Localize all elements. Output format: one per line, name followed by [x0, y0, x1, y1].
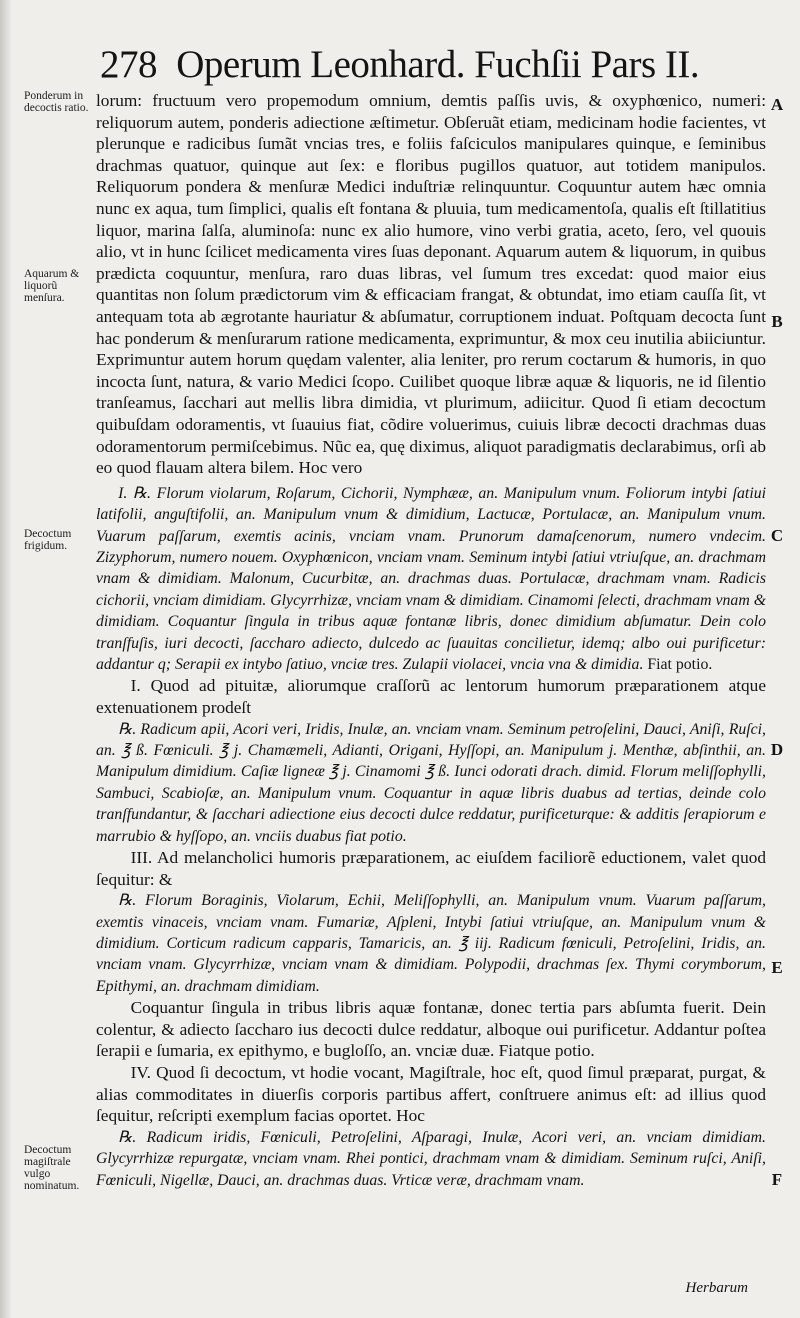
margin-note-decoctum-frigidum: Decoctum frigidum. [24, 528, 72, 552]
paragraph-melancholia: III. Ad melancholici humoris præparationem, ac eiuſdem faciliorẽ eductionem, valet quod ſequitur: & [96, 847, 766, 889]
page-number: 278 [100, 43, 157, 86]
running-title: Operum Leonhard. Fuchſii Pars II. [176, 43, 700, 86]
paragraph-pondera: lorum: fructuum vero propemodum omnium, demtis paſſis uvis, & oxyphœnico, numeri: reliquorum autem, ponderis adiectione æſtimetur. Obſeruãt etiam, medicinam hodie facientes, vt plerunque e radicibus ſumãt vncias tres, e foliis faſciculos manipulares quinque, e ſeminibus drachmas quatuor, quinque aut ſex: e floribus pugillos quatuor, aut totidem manipulos. Reliquorum pondera & menſuræ Medici induſtriæ relinquuntur. Coquuntur autem hæc omnia nunc ex aqua, tum ſimplici, qualis eſt fontana & pluuia, tum medicamentoſa, qualis eſt ſtillatitius liquor, marina ſalſa, aluminoſa: nunc ex alio humore, vino verbi gratia, aceto, ſero, vel quouis alio, vt in hunc ſcilicet medicamenta vires ſuas deponant. Aquarum autem & liquorum, in quibus prædicta coquuntur, menſura, raro duas libras, vel ſumum tres excedat: quod maior eius quantitas non ſolum prædictorum vim & efficaciam frangat, & obtundat, imo etiam cauſſa ſit, vt antequam tota ab ægrotante hauriatur & abſumatur, corruptionem induat. Poſtquam decocta ſunt hac ponderum & menſurarum ratione medicamenta, exprimuntur, & mox ceu inutilia abiiciuntur. Exprimuntur autem horum quędam valenter, alia leniter, pro rerum coctarum & humoris, in quo incocta ſunt, natura, & vario Medici ſcopo. Cuilibet quoque libræ aquæ & liquoris, ne id ſilentio tranſeamus, ſacchari aut mellis libra dimidia, vt plurimum, adiicitur. Quod ſi etiam decoctum quibuſdam odoramentis, vt ſuauius fiat, cõdire voluerimus, cuiuis libræ decocti drachmas duas odoramentorum permiſcebimus. Nũc ea, quę diximus, aliquot paradigmatis declarabimus, orſi ab eo quod flauam altera bilem. Hoc vero [96, 91, 766, 478]
recipe-text: I. ℞. Florum violarum, Roſarum, Cichorii, Nymphææ, an. Manipulum vnum. Foliorum intybi ſatiui latifolii, anguſtifolii, an. Manipulum vnum & dimidium, Lactucæ, Portulacæ, an. Manipulum vnum. Vuarum paſſarum, exemtis acinis, vnciam vnam. Prunorum damaſcenorum, numero vndecim. Zizyphorum, numero nouem. Oxyphœnicon, vnciam vnam. Seminum intybi ſatiui vtriuſque, an. drachmam vnam & dimidiam. Malonum, Cucurbitæ, an. drachmas duas. Portulacæ, drachmam vnam. Radicis cichorii, vnciam dimidiam. Glycyrrhizæ, vnciam vnam & dimidiam. Cinamomi ſelecti, drachmam vnam & dimidiam. Coquantur ſingula in tribus aquæ fontanæ libris, donec dimidium abſumatur. Dein colo tranſfuſis, iuri decocti, ſaccharo adiecto, dulcedo ac ſuauitas concilietur, idemq; albo oui purificetur: addantur q; Serapii ex intybo ſatiuo, vnciæ tres. Zulapii violacei, vncia vna & dimidia. [96, 484, 766, 673]
margin-letter-c: C [770, 526, 784, 545]
margin-letter-f: F [771, 1170, 783, 1189]
recipe-decoctum-frigidum [96, 483, 766, 676]
margin-letter-d: D [770, 740, 784, 759]
margin-letter-e: E [771, 958, 783, 977]
margin-note-aquarum: Aquarum & liquorũ menſura. [24, 268, 80, 304]
margin-note-decoctum-magistrale: Decoctum magiſtrale vulgo nominatum. [24, 1144, 80, 1192]
paragraph-pituita: I. Quod ad pituitæ, aliorumque craſſorũ ac lentorum humorum præparationem atque extenuationem prodeſt [96, 676, 766, 717]
gutter-shadow [0, 0, 12, 1318]
recipe-melancholia: ℞. Florum Boraginis, Violarum, Echii, Meliſſophylli, an. Manipulum vnum. Vuarum paſſarum, exemtis vinaceis, vnciam vnam. Fumariæ, Aſpleni, Intybi ſatiui vtriuſque, an. Manipulum vnum & dimidium. Corticum radicum capparis, Tamaricis, an. ℥ iij. Radicum fœniculi, Petroſelini, Iridis, an. vnciam vnam. Glycyrrhizæ, vnciam vnam & dimidiam. Polypodii, drachmas ſex. Thymi corymborum, Epithymi, an. drachmam dimidiam. [96, 892, 766, 995]
paragraph-magistrale: IV. Quod ſi decoctum, vt hodie vocant, Magiſtrale, hoc eſt, quod ſimul præparat, purgat, & alias commoditates in diuerſis corporis partibus affert, conſtruere animus eſt: ad illius quod ſequitur, reſcripti exemplum facias oportet. Hoc [96, 1062, 766, 1126]
recipe-pituita: ℞. Radicum apii, Acori veri, Iridis, Inulæ, an. vnciam vnam. Seminum petroſelini, Dauci, Aniſi, Ruſci, an. ℥ ß. Fœniculi. ℥ j. Chamæmeli, Adianti, Origani, Hyſſopi, an. Manipulum j. Menthæ, abſinthii, an. Manipulum dimidium. Caſiæ ligneæ ℥ j. Cinamomi ℥ ß. Iunci odorati drach. dimid. Florum meliſſophylli, Sambuci, Scabioſæ, an. Manipulum vnum. Coquantur in aquæ libris duabus ad tertias, deinde colo tranſfundantur, & ſacchari adiectione eius decocti dulce reddatur, purificeturque: & additis ſerapiorum e marrubio & hyſſopo, an. vnciis duabus fiat potio. [96, 720, 766, 845]
recipe-magistrale: ℞. Radicum iridis, Fœniculi, Petroſelini, Aſparagi, Inulæ, Acori veri, an. vnciam dimidiam. Glycyrrhizæ repurgatæ, vnciam vnam. Rhei pontici, drachmam vnam & dimidiam. Seminum ruſci, Aniſi, Fœniculi, Nigellæ, Dauci, an. drachmas duas. Vrticæ veræ, drachmam vnam. [96, 1128, 766, 1189]
margin-letter-b: B [771, 312, 783, 331]
recipe-conclusion: Fiat potio. [647, 655, 713, 673]
paragraph-coquantur: Coquantur ſingula in tribus libris aquæ fontanæ, donec tertia pars abſumta fuerit. Dein colentur, & adiecto ſaccharo ius decocti dulce reddatur, alboque oui purificetur. Addantur poſtea ſerapii e ſumaria, ex epithymo, e bugloſſo, an. vnciæ duæ. Fiatque potio. [96, 998, 766, 1061]
margin-letter-a: A [770, 95, 784, 114]
catchword: Herbarum [685, 1280, 748, 1296]
margin-note-ponderum: Ponderum in decoctis ratio. [24, 90, 89, 114]
main-text [96, 90, 766, 1191]
running-header [100, 40, 700, 90]
